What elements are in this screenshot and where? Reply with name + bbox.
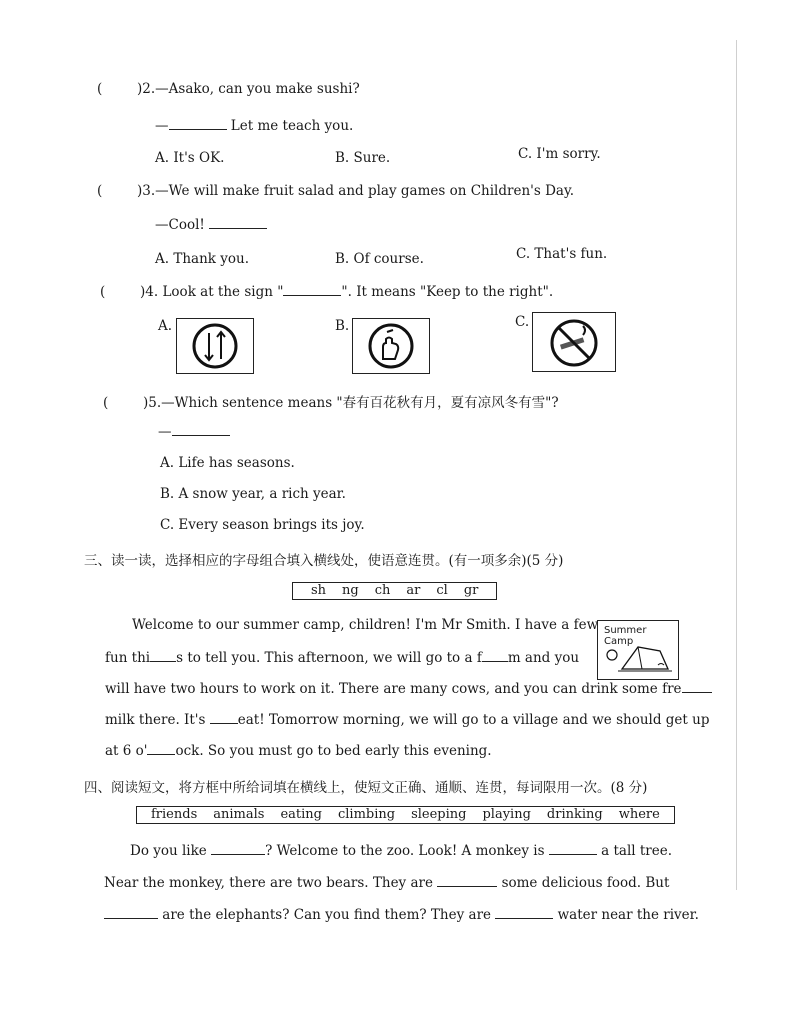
text: are the elephants? Can you find them? They are xyxy=(162,907,492,923)
question-2-reply xyxy=(155,118,353,134)
option-b: B. Of course. xyxy=(335,251,424,267)
text: Do you like xyxy=(130,843,207,859)
question-number: 3. xyxy=(142,183,156,199)
passage-line-3 xyxy=(105,681,712,697)
question-5 xyxy=(103,391,559,411)
no-smoking-icon xyxy=(533,313,615,371)
text: water near the river. xyxy=(557,907,699,923)
question-number: 5. xyxy=(148,395,162,411)
question-number: 4. xyxy=(145,284,159,300)
answer-blank[interactable] xyxy=(150,660,176,662)
answer-paren-close: ) xyxy=(137,81,143,97)
question-5-reply xyxy=(158,424,230,440)
option-b: B. A snow year, a rich year. xyxy=(160,486,346,502)
text: s to tell you. This afternoon, we will go to a f xyxy=(176,650,482,666)
text: a tall tree. xyxy=(601,843,673,859)
passage2-line-1 xyxy=(130,843,672,859)
word-box xyxy=(136,806,675,824)
answer-paren-open: ( xyxy=(97,183,103,199)
option-a: A. Thank you. xyxy=(155,251,249,267)
text: some delicious food. But xyxy=(501,875,670,891)
passage-line-5 xyxy=(105,743,492,759)
answer-blank[interactable] xyxy=(283,294,341,296)
word-option: playing xyxy=(482,807,531,822)
option-a: A. It's OK. xyxy=(155,150,225,166)
answer-blank[interactable] xyxy=(211,853,265,855)
answer-paren-open: ( xyxy=(100,284,106,300)
answer-blank[interactable] xyxy=(210,722,238,724)
passage2-line-2 xyxy=(104,875,669,891)
answer-paren-open: ( xyxy=(97,81,103,97)
sign-c xyxy=(532,312,616,372)
question-text-end: ". It means "Keep to the right". xyxy=(341,284,554,300)
question-text: —Which sentence means "春有百花秋有月，夏有凉风冬有雪"? xyxy=(161,395,559,411)
text: eat! Tomorrow morning, we will go to a village and we should get up xyxy=(237,712,710,728)
word-option: where xyxy=(618,807,660,822)
answer-blank[interactable] xyxy=(682,691,712,693)
text: ? Welcome to the zoo. Look! A monkey is xyxy=(265,843,545,859)
answer-blank[interactable] xyxy=(147,753,175,755)
passage-line-2 xyxy=(105,650,579,666)
letter-option: ar xyxy=(406,583,421,598)
question-text: —Asako, can you make sushi? xyxy=(155,81,360,97)
word-option: drinking xyxy=(546,807,603,822)
sign-a xyxy=(176,318,254,374)
answer-blank[interactable] xyxy=(172,434,230,436)
word-option: animals xyxy=(213,807,265,822)
option-b-label: B. xyxy=(335,318,350,334)
option-c: C. Every season brings its joy. xyxy=(160,517,365,533)
word-option: friends xyxy=(151,807,198,822)
text: ock. So you must go to bed early this evening. xyxy=(175,743,492,759)
letter-option: sh xyxy=(311,583,327,598)
text: Near the monkey, there are two bears. They are xyxy=(104,875,433,891)
passage-line-1: Welcome to our summer camp, children! I'm Mr Smith. I have a few xyxy=(132,617,599,633)
text: m and you xyxy=(507,650,580,666)
letter-option: cl xyxy=(436,583,448,598)
text: milk there. It's xyxy=(105,712,206,728)
letter-option: ch xyxy=(374,583,391,598)
option-a: A. Life has seasons. xyxy=(160,455,295,471)
answer-blank[interactable] xyxy=(169,128,227,130)
question-text: —We will make fruit salad and play games on Children's Day. xyxy=(155,183,575,199)
dash: — xyxy=(155,118,169,134)
sign-b xyxy=(352,318,430,374)
no-touching-hand-icon xyxy=(353,319,429,373)
option-b: B. Sure. xyxy=(335,150,391,166)
text: will have two hours to work on it. There are many cows, and you can drink some fre xyxy=(105,681,682,697)
answer-paren-close: ) xyxy=(143,395,149,411)
answer-blank[interactable] xyxy=(549,853,597,855)
passage-line-4 xyxy=(105,712,709,728)
text: fun thi xyxy=(105,650,151,666)
answer-paren-close: ) xyxy=(140,284,146,300)
question-3-reply xyxy=(155,217,267,233)
option-c-label: C. xyxy=(515,314,530,330)
question-number: 2. xyxy=(142,81,156,97)
question-3 xyxy=(97,183,574,199)
letter-combination-box xyxy=(292,582,497,600)
option-c: C. I'm sorry. xyxy=(518,146,601,162)
passage2-line-3 xyxy=(104,907,699,923)
question-4 xyxy=(100,284,553,300)
question-2 xyxy=(97,81,360,97)
word-option: eating xyxy=(280,807,322,822)
keep-right-arrows-icon xyxy=(177,319,253,373)
option-c: C. That's fun. xyxy=(516,246,608,262)
question-text-start: Look at the sign " xyxy=(162,284,284,300)
dash: — xyxy=(158,424,172,440)
camp-label: Summer Camp xyxy=(604,625,647,647)
letter-option: ng xyxy=(342,583,359,598)
section-4-heading: 四、阅读短文，将方框中所给词填在横线上，使短文正确、通顺、连贯，每词限用一次。(8 分) xyxy=(84,780,648,796)
word-option: sleeping xyxy=(411,807,467,822)
answer-blank[interactable] xyxy=(209,227,267,229)
section-3-heading: 三、读一读，选择相应的字母组合填入横线处，使语意连贯。(有一项多余)(5 分) xyxy=(84,553,564,569)
summer-camp-picture xyxy=(597,620,679,680)
word-option: climbing xyxy=(337,807,396,822)
reply-text: Let me teach you. xyxy=(230,118,354,134)
answer-paren-open: ( xyxy=(103,395,109,411)
answer-blank[interactable] xyxy=(495,917,553,919)
option-a-label: A. xyxy=(158,318,173,334)
answer-blank[interactable] xyxy=(482,660,508,662)
page-edge-shadow xyxy=(736,40,737,890)
letter-option: gr xyxy=(463,583,479,598)
reply-text: —Cool! xyxy=(155,217,205,233)
text: at 6 o' xyxy=(105,743,148,759)
answer-paren-close: ) xyxy=(137,183,143,199)
answer-blank[interactable] xyxy=(437,885,497,887)
answer-blank[interactable] xyxy=(104,917,158,919)
